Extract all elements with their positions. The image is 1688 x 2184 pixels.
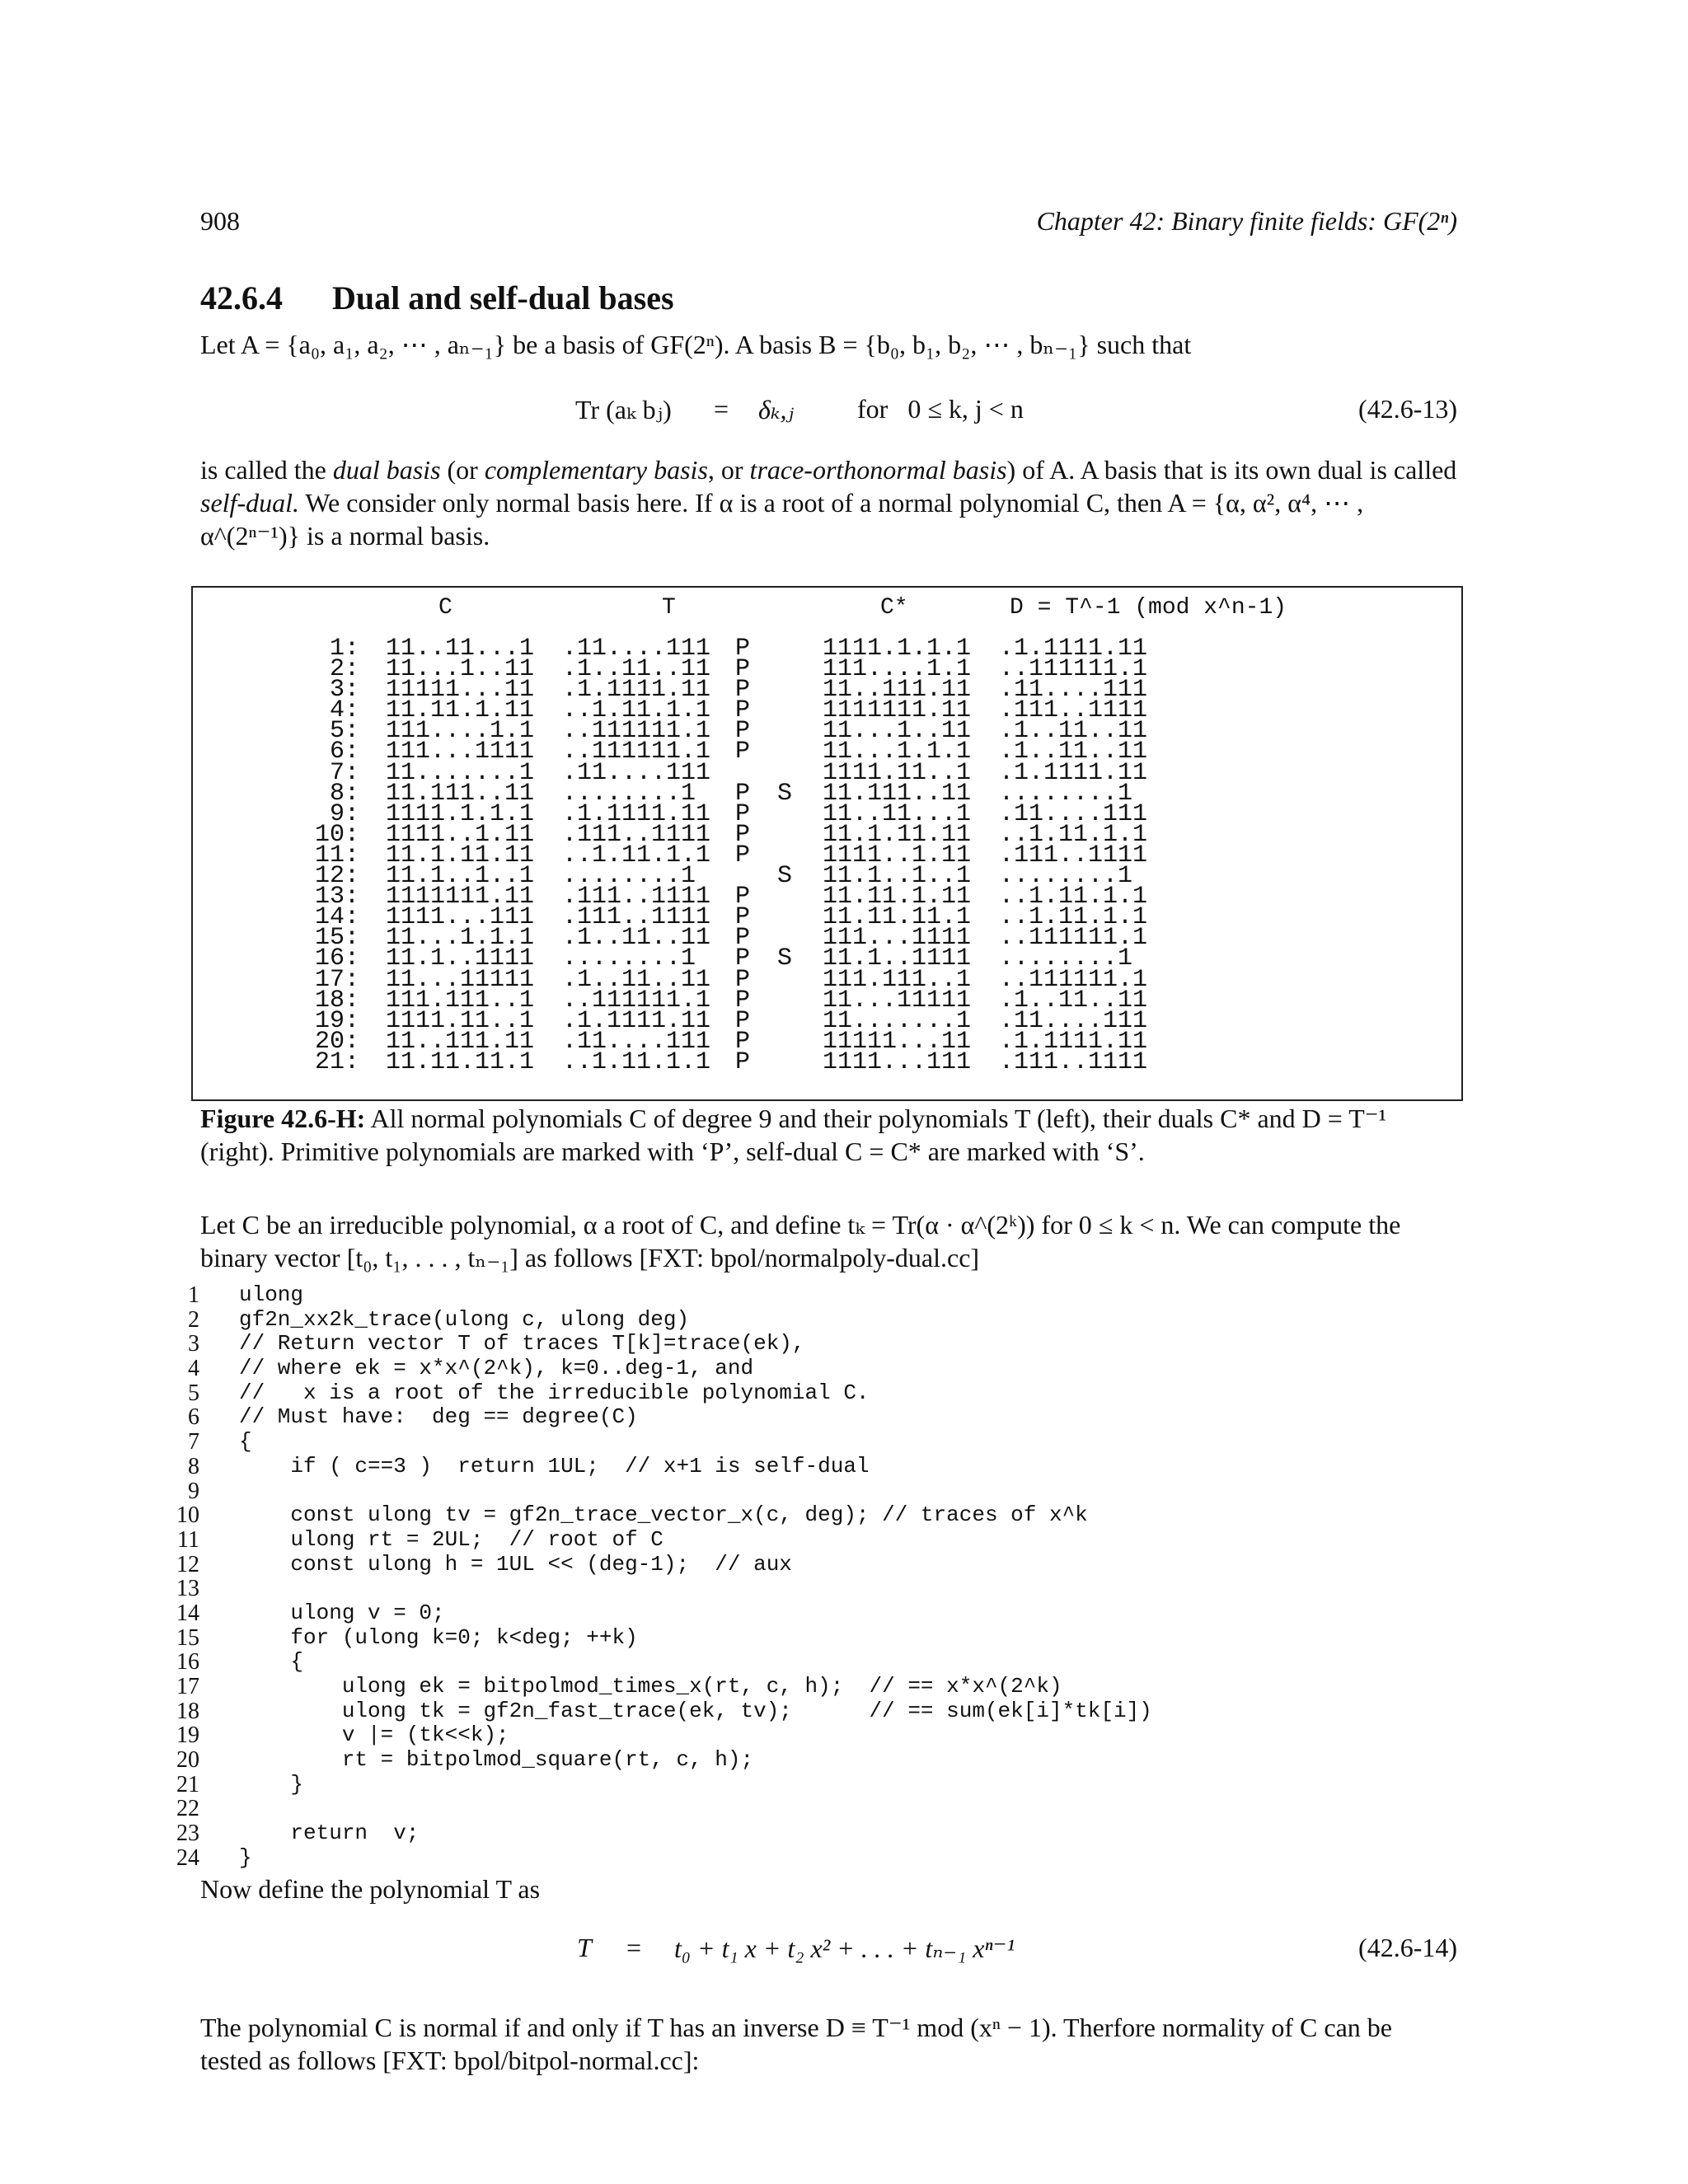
row-index: 7:	[329, 758, 359, 787]
code-line: // Must have: deg == degree(C)	[239, 1404, 638, 1430]
primitive-mark: P	[735, 820, 751, 849]
row-index: 14:	[314, 903, 359, 932]
t-value: ..1.11.1.1	[562, 841, 711, 869]
t-value: ..111111.1	[562, 717, 711, 746]
d-value: ..111111.1	[999, 924, 1148, 953]
t-value: ..1.11.1.1	[562, 1047, 711, 1076]
code-line: }	[239, 1771, 304, 1797]
primitive-mark: P	[735, 986, 751, 1015]
code-line-number: 13	[176, 1576, 199, 1602]
t-value: ........1	[562, 944, 696, 973]
equation-14-rel: =	[626, 1933, 642, 1962]
code-line-number: 4	[188, 1356, 199, 1382]
d-value: .111..1111	[999, 841, 1148, 869]
self-dual-mark-column	[777, 639, 792, 1073]
t-value: ........1	[562, 862, 696, 891]
t-value: .11....111	[562, 635, 711, 663]
d-value: ..1.11.1.1	[999, 820, 1148, 849]
code-line-number: 1	[188, 1282, 199, 1308]
equation-14-rhs: t₀ + t₁ x + t₂ x² + . . . + tₙ₋₁ xⁿ⁻¹	[674, 1933, 1015, 1963]
t-value: ..1.11.1.1	[562, 696, 711, 725]
code-line-number: 11	[177, 1526, 199, 1553]
term-complementary-basis: complementary basis	[484, 455, 708, 485]
c-value: 11111...11	[386, 676, 535, 705]
primitive-mark: P	[735, 841, 751, 869]
cstar-value: 11.1..1..1	[823, 862, 972, 891]
primitive-mark: P	[735, 1006, 751, 1035]
code-line-number: 14	[176, 1600, 199, 1626]
section-heading	[200, 279, 674, 317]
equation-13-lhs: Tr (aₖ bⱼ)	[575, 395, 672, 424]
code-line-number: 20	[176, 1747, 199, 1774]
cstar-value: 11...1.1.1	[823, 738, 972, 766]
row-index: 3:	[329, 676, 359, 705]
c-value: 111....1.1	[386, 717, 535, 746]
self-dual-mark	[777, 1011, 792, 1032]
closing-paragraph: The polynomial C is normal if and only if T has an inverse D ≡ T⁻¹ mod (xⁿ − 1). Therfore normality of C can be tested as follows [FXT: bpol/bitpol-normal.cc]:	[200, 2013, 1392, 2075]
c-value: 11.11.1.11	[386, 696, 535, 725]
self-dual-mark	[777, 970, 792, 991]
text-run: is called the	[200, 455, 333, 485]
code-line-number: 21	[176, 1771, 199, 1797]
term-dual-basis: dual basis	[332, 455, 441, 485]
primitive-mark: P	[735, 799, 751, 828]
row-index: 16:	[314, 944, 359, 973]
d-value: ........1	[999, 862, 1133, 891]
code-line: {	[239, 1649, 304, 1675]
c-value: 11...1.1.1	[386, 924, 535, 953]
column-header-c: C	[438, 595, 452, 621]
primitive-mark: P	[735, 944, 751, 973]
primitive-mark: P	[735, 903, 751, 932]
self-dual-mark	[777, 991, 792, 1011]
intro-paragraph-2	[200, 453, 1457, 552]
c-value: 111...1111	[386, 738, 535, 766]
primitive-mark-column	[735, 635, 751, 1076]
row-index: 15:	[314, 924, 359, 953]
t-value: .1.1111.11	[562, 799, 711, 828]
equation-13-rel: =	[714, 394, 729, 424]
cstar-value: 11.......1	[823, 1006, 972, 1035]
column-header-cstar: C*	[880, 595, 908, 621]
equation-14-number: (42.6-14)	[1358, 1933, 1457, 1962]
code-line-number: 17	[176, 1674, 199, 1699]
code-line: ulong v = 0;	[239, 1600, 445, 1625]
t-value: .1..11..11	[562, 965, 711, 994]
c-value: 11..111.11	[386, 1027, 535, 1056]
self-dual-mark	[777, 680, 792, 701]
d-value: ..1.11.1.1	[999, 903, 1148, 932]
t-value: .1..11..11	[562, 924, 711, 953]
cstar-value: 11..111.11	[823, 676, 972, 705]
self-dual-mark	[777, 721, 792, 742]
equation-13-condition: for 0 ≤ k, j < n	[857, 394, 1024, 424]
code-line: {	[239, 1429, 252, 1455]
row-index: 10:	[314, 820, 359, 849]
equation-13-number: (42.6-13)	[1358, 394, 1457, 424]
code-line-number: 5	[188, 1380, 199, 1406]
text-run: , or	[707, 455, 750, 485]
c-value: 11...1..11	[386, 655, 535, 684]
running-header: Chapter 42: Binary finite fields: GF(2ⁿ)	[1036, 206, 1457, 236]
self-dual-mark: S	[777, 862, 793, 891]
t-value: .1.1111.11	[562, 1006, 711, 1035]
figure-caption	[200, 1102, 1457, 1168]
cstar-value: 11111...11	[823, 1027, 972, 1056]
code-line-number: 6	[188, 1404, 199, 1431]
t-value: ..111111.1	[562, 986, 711, 1015]
equation-14-lhs: T	[577, 1933, 592, 1962]
code-line: rt = bitpolmod_square(rt, c, h);	[239, 1747, 754, 1773]
c-value: 1111..1.11	[386, 820, 535, 849]
row-index: 1:	[329, 635, 359, 663]
primitive-mark: P	[735, 696, 751, 725]
cstar-value: 1111.1.1.1	[823, 635, 972, 663]
code-line: }	[239, 1844, 252, 1870]
primitive-mark: P	[735, 1027, 751, 1056]
section-title: Dual and self-dual bases	[332, 279, 674, 316]
code-line	[239, 1577, 1152, 1601]
d-value: .11....111	[999, 676, 1148, 705]
caption-label: Figure 42.6-H:	[200, 1104, 366, 1133]
equation-13-rhs: δₖ,ⱼ	[758, 395, 794, 424]
d-value: .11....111	[999, 799, 1148, 828]
code-line-number: 7	[188, 1429, 199, 1455]
code-line: ulong	[239, 1282, 304, 1307]
c-value: 11.......1	[386, 758, 535, 787]
text-run: ) of A. A basis that is its own dual is called	[1006, 455, 1457, 485]
code-line-number: 16	[176, 1649, 199, 1675]
d-value: .1..11..11	[999, 738, 1148, 766]
c-column	[386, 635, 535, 1076]
d-value: .1..11..11	[999, 986, 1148, 1015]
code-line: return v;	[239, 1821, 420, 1846]
c-value: 1111...111	[386, 903, 535, 932]
self-dual-mark: S	[777, 779, 793, 808]
code-line-number: 24	[176, 1844, 199, 1871]
self-dual-mark	[777, 907, 792, 928]
d-value: ..111111.1	[999, 655, 1148, 684]
cstar-value: 111....1.1	[823, 655, 972, 684]
code-line-number: 3	[188, 1331, 199, 1357]
c-value: 1111111.11	[386, 883, 535, 912]
c-value: 111.111..1	[386, 986, 535, 1015]
code-line: ulong ek = bitpolmod_times_x(rt, c, h); // == x*x^(2^k)	[239, 1674, 1062, 1699]
code-line-number: 22	[176, 1796, 199, 1822]
primitive-mark: P	[735, 779, 751, 808]
code-line: ulong tk = gf2n_fast_trace(ek, tv); // == sum(ek[i]*tk[i])	[239, 1698, 1152, 1723]
row-index: 5:	[329, 717, 359, 746]
row-index: 4:	[329, 696, 359, 725]
self-dual-mark	[777, 742, 792, 762]
code-line: // Return vector T of traces T[k]=trace(ek),	[239, 1331, 805, 1357]
t-value: ........1	[562, 779, 696, 808]
cstar-value: 1111111.11	[823, 696, 972, 725]
cstar-value: 111...1111	[823, 924, 972, 953]
t-value: .111..1111	[562, 883, 711, 912]
code-line-number: 19	[176, 1722, 199, 1749]
c-value: 11.1..1111	[386, 944, 535, 973]
cstar-value: 111.111..1	[823, 965, 972, 994]
term-trace-orthonormal-basis: trace-orthonormal basis	[749, 455, 1007, 485]
code-line: // x is a root of the irreducible polynomial C.	[239, 1380, 870, 1405]
row-index: 12:	[314, 862, 359, 891]
primitive-mark: P	[735, 676, 751, 705]
code-line: // where ek = x*x^(2^k), k=0..deg-1, and	[239, 1356, 754, 1381]
code-line: if ( c==3 ) return 1UL; // x+1 is self-dual	[239, 1453, 870, 1479]
cstar-value: 11.11.11.1	[823, 903, 972, 932]
self-dual-mark	[777, 1032, 792, 1052]
self-dual-mark	[777, 1052, 792, 1073]
code-line-number: 12	[176, 1551, 199, 1577]
column-header-d: D = T^-1 (mod x^n-1)	[1010, 595, 1287, 621]
code-line-number: 18	[176, 1698, 199, 1724]
self-dual-mark	[777, 701, 792, 721]
t-value: .11....111	[562, 758, 711, 787]
row-index: 21:	[314, 1047, 359, 1076]
code-line: const ulong h = 1UL << (deg-1); // aux	[239, 1551, 792, 1577]
row-index: 2:	[329, 655, 359, 684]
d-value: ........1	[999, 944, 1133, 973]
self-dual-mark	[777, 639, 792, 659]
cstar-value: 11.1.11.11	[823, 820, 972, 849]
c-value: 11..11...1	[386, 635, 535, 663]
primitive-mark: P	[735, 883, 751, 912]
c-value: 1111.1.1.1	[386, 799, 535, 828]
d-value: .11....111	[999, 1006, 1148, 1035]
row-index: 13:	[314, 883, 359, 912]
primitive-mark: P	[735, 738, 751, 766]
code-line-number: 23	[176, 1821, 199, 1847]
c-value: 1111.11..1	[386, 1006, 535, 1035]
cstar-value: 1111...111	[823, 1047, 972, 1076]
code-line-number: 9	[188, 1478, 199, 1504]
intro-paragraph-4: Now define the polynomial T as	[200, 1874, 541, 1904]
self-dual-mark	[777, 659, 792, 680]
row-index: 18:	[314, 986, 359, 1015]
code-line: ulong rt = 2UL; // root of C	[239, 1526, 663, 1552]
cstar-value: 11...1..11	[823, 717, 972, 746]
d-value: .111..1111	[999, 1047, 1148, 1076]
d-value: ........1	[999, 779, 1133, 808]
primitive-mark: P	[735, 924, 751, 953]
d-value: ..111111.1	[999, 965, 1148, 994]
d-value: .1.1111.11	[999, 758, 1148, 787]
d-column	[999, 635, 1148, 1076]
column-header-t: T	[662, 595, 676, 621]
cstar-value: 11..11...1	[823, 799, 972, 828]
cstar-value: 1111.11..1	[823, 758, 972, 787]
c-value: 11.1.11.11	[386, 841, 535, 869]
self-dual-mark	[777, 825, 792, 846]
t-value: .111..1111	[562, 820, 711, 849]
row-index: 17:	[314, 965, 359, 994]
cstar-value: 11.1..1111	[823, 944, 972, 973]
code-line-number: 2	[188, 1306, 199, 1333]
code-line: const ulong tv = gf2n_trace_vector_x(c, deg); // traces of x^k	[239, 1502, 1088, 1528]
code-line-number: 15	[176, 1624, 199, 1651]
cstar-value: 11.11.1.11	[823, 883, 972, 912]
row-index: 6:	[329, 738, 359, 766]
code-line: for (ulong k=0; k<deg; ++k)	[239, 1624, 638, 1650]
row-index: 11:	[314, 841, 359, 869]
primitive-mark: P	[735, 717, 751, 746]
d-value: .1.1111.11	[999, 635, 1148, 663]
t-value: .1..11..11	[562, 655, 711, 684]
code-line: v |= (tk<<k);	[239, 1722, 509, 1748]
row-index: 8:	[329, 779, 359, 808]
c-value: 11.1..1..1	[386, 862, 535, 891]
primitive-mark: P	[735, 635, 751, 663]
c-value: 11.11.11.1	[386, 1047, 535, 1076]
primitive-mark: P	[735, 1047, 751, 1076]
cstar-value: 1111..1.11	[823, 841, 972, 869]
t-value: .1.1111.11	[562, 676, 711, 705]
row-index: 19:	[314, 1006, 359, 1035]
c-value: 11.111..11	[386, 779, 535, 808]
t-value: .11....111	[562, 1027, 711, 1056]
primitive-mark: P	[735, 655, 751, 684]
d-value: .111..1111	[999, 696, 1148, 725]
d-value: ..1.11.1.1	[999, 883, 1148, 912]
row-index-column	[305, 635, 359, 1076]
cstar-value: 11.111..11	[823, 779, 972, 808]
code-line-number: 10	[176, 1502, 199, 1529]
t-value: .111..1111	[562, 903, 711, 932]
caption-text: All normal polynomials C of degree 9 and their polynomials T (left), their duals C* and D = T⁻¹ (right). Primitive polynomials are marked with ‘P’, self-dual C = C* are marked with ‘S’.	[200, 1104, 1387, 1166]
row-index: 9:	[329, 799, 359, 828]
cstar-column	[823, 635, 972, 1076]
cstar-value: 11...11111	[823, 986, 972, 1015]
text-run: (or	[440, 455, 485, 485]
section-number: 42.6.4	[200, 279, 283, 316]
c-value: 11...11111	[386, 965, 535, 994]
row-index: 20:	[314, 1027, 359, 1056]
t-column	[562, 635, 711, 1076]
code-line	[239, 1797, 1152, 1821]
code-line-numbers	[170, 1283, 199, 1871]
code-line	[239, 1479, 1152, 1504]
term-self-dual: self-dual.	[200, 488, 299, 518]
self-dual-mark: S	[777, 944, 793, 973]
code-line: gf2n_xx2k_trace(ulong c, ulong deg)	[239, 1306, 690, 1332]
primitive-mark: P	[735, 965, 751, 994]
d-value: .1..11..11	[999, 717, 1148, 746]
code-line-number: 8	[188, 1453, 199, 1479]
t-value: ..111111.1	[562, 738, 711, 766]
page-number: 908	[200, 206, 240, 236]
d-value: .1.1111.11	[999, 1027, 1148, 1056]
code-listing	[239, 1283, 1152, 1871]
intro-paragraph-1: Let A = {a₀, a₁, a₂, ⋯ , aₙ₋₁} be a basis of GF(2ⁿ). A basis B = {b₀, b₁, b₂, ⋯ , bₙ₋₁} such that	[200, 330, 1192, 359]
text-run: We consider only normal basis here. If α is a root of a normal polynomial C, then A = {α, α², α⁴, ⋯ , α^(2ⁿ⁻¹)} is a normal basis.	[200, 488, 1364, 551]
intro-paragraph-3: Let C be an irreducible polynomial, α a root of C, and define tₖ = Tr(α · α^(2ᵏ)) for 0 ≤ k < n. We can compute the binary vector [t₀, t₁, . . . , tₙ₋₁] as follows [FXT: bpol/normalpoly-dual.cc]	[200, 1210, 1401, 1272]
